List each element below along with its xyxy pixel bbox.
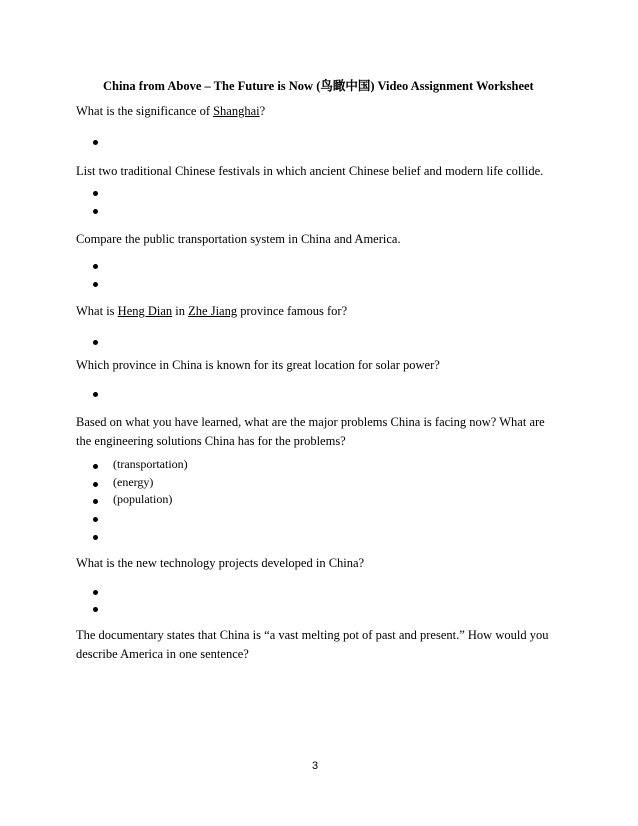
question-4: What is Heng Dian in Zhe Jiang province famous for? [76,304,348,318]
question-5: Which province in China is known for its great location for solar power? [76,358,440,372]
bullet-icon [93,482,98,487]
bullet-icon [93,340,98,345]
bullet-icon [93,517,98,522]
bullet-icon [93,209,98,214]
question-6: Based on what you have learned, what are the major problems China is facing now? What are the engineering solutions China has for the problems? [76,415,545,448]
question-3: Compare the public transportation system in China and America. [76,232,401,246]
term-shanghai: Shanghai [213,104,260,118]
bullet-icon [93,264,98,269]
bullet-icon [93,392,98,397]
bullet-icon [93,607,98,612]
term-zhe-jiang: Zhe Jiang [188,304,238,318]
question-1: What is the significance of Shanghai? [76,104,266,118]
bullet-icon [93,140,98,145]
bullet-text: (energy) [113,475,154,489]
bullet-text: (transportation) [113,457,188,471]
bullet-icon [93,590,98,595]
bullet-icon [93,191,98,196]
question-8: The documentary states that China is “a vast melting pot of past and present.” How would you describe America in one sentence? [76,628,549,661]
bullet-icon [93,282,98,287]
bullet-icon [93,464,98,469]
worksheet-title: China from Above – The Future is Now (鸟瞰中国) Video Assignment Worksheet [103,79,534,93]
page-number: 3 [312,760,319,772]
term-heng-dian: Heng Dian [117,304,173,318]
question-2: List two traditional Chinese festivals in which ancient Chinese belief and modern life collide. [76,164,544,178]
bullet-text: (population) [113,492,173,506]
question-7: What is the new technology projects developed in China? [76,556,365,570]
bullet-icon [93,535,98,540]
bullet-icon [93,499,98,504]
